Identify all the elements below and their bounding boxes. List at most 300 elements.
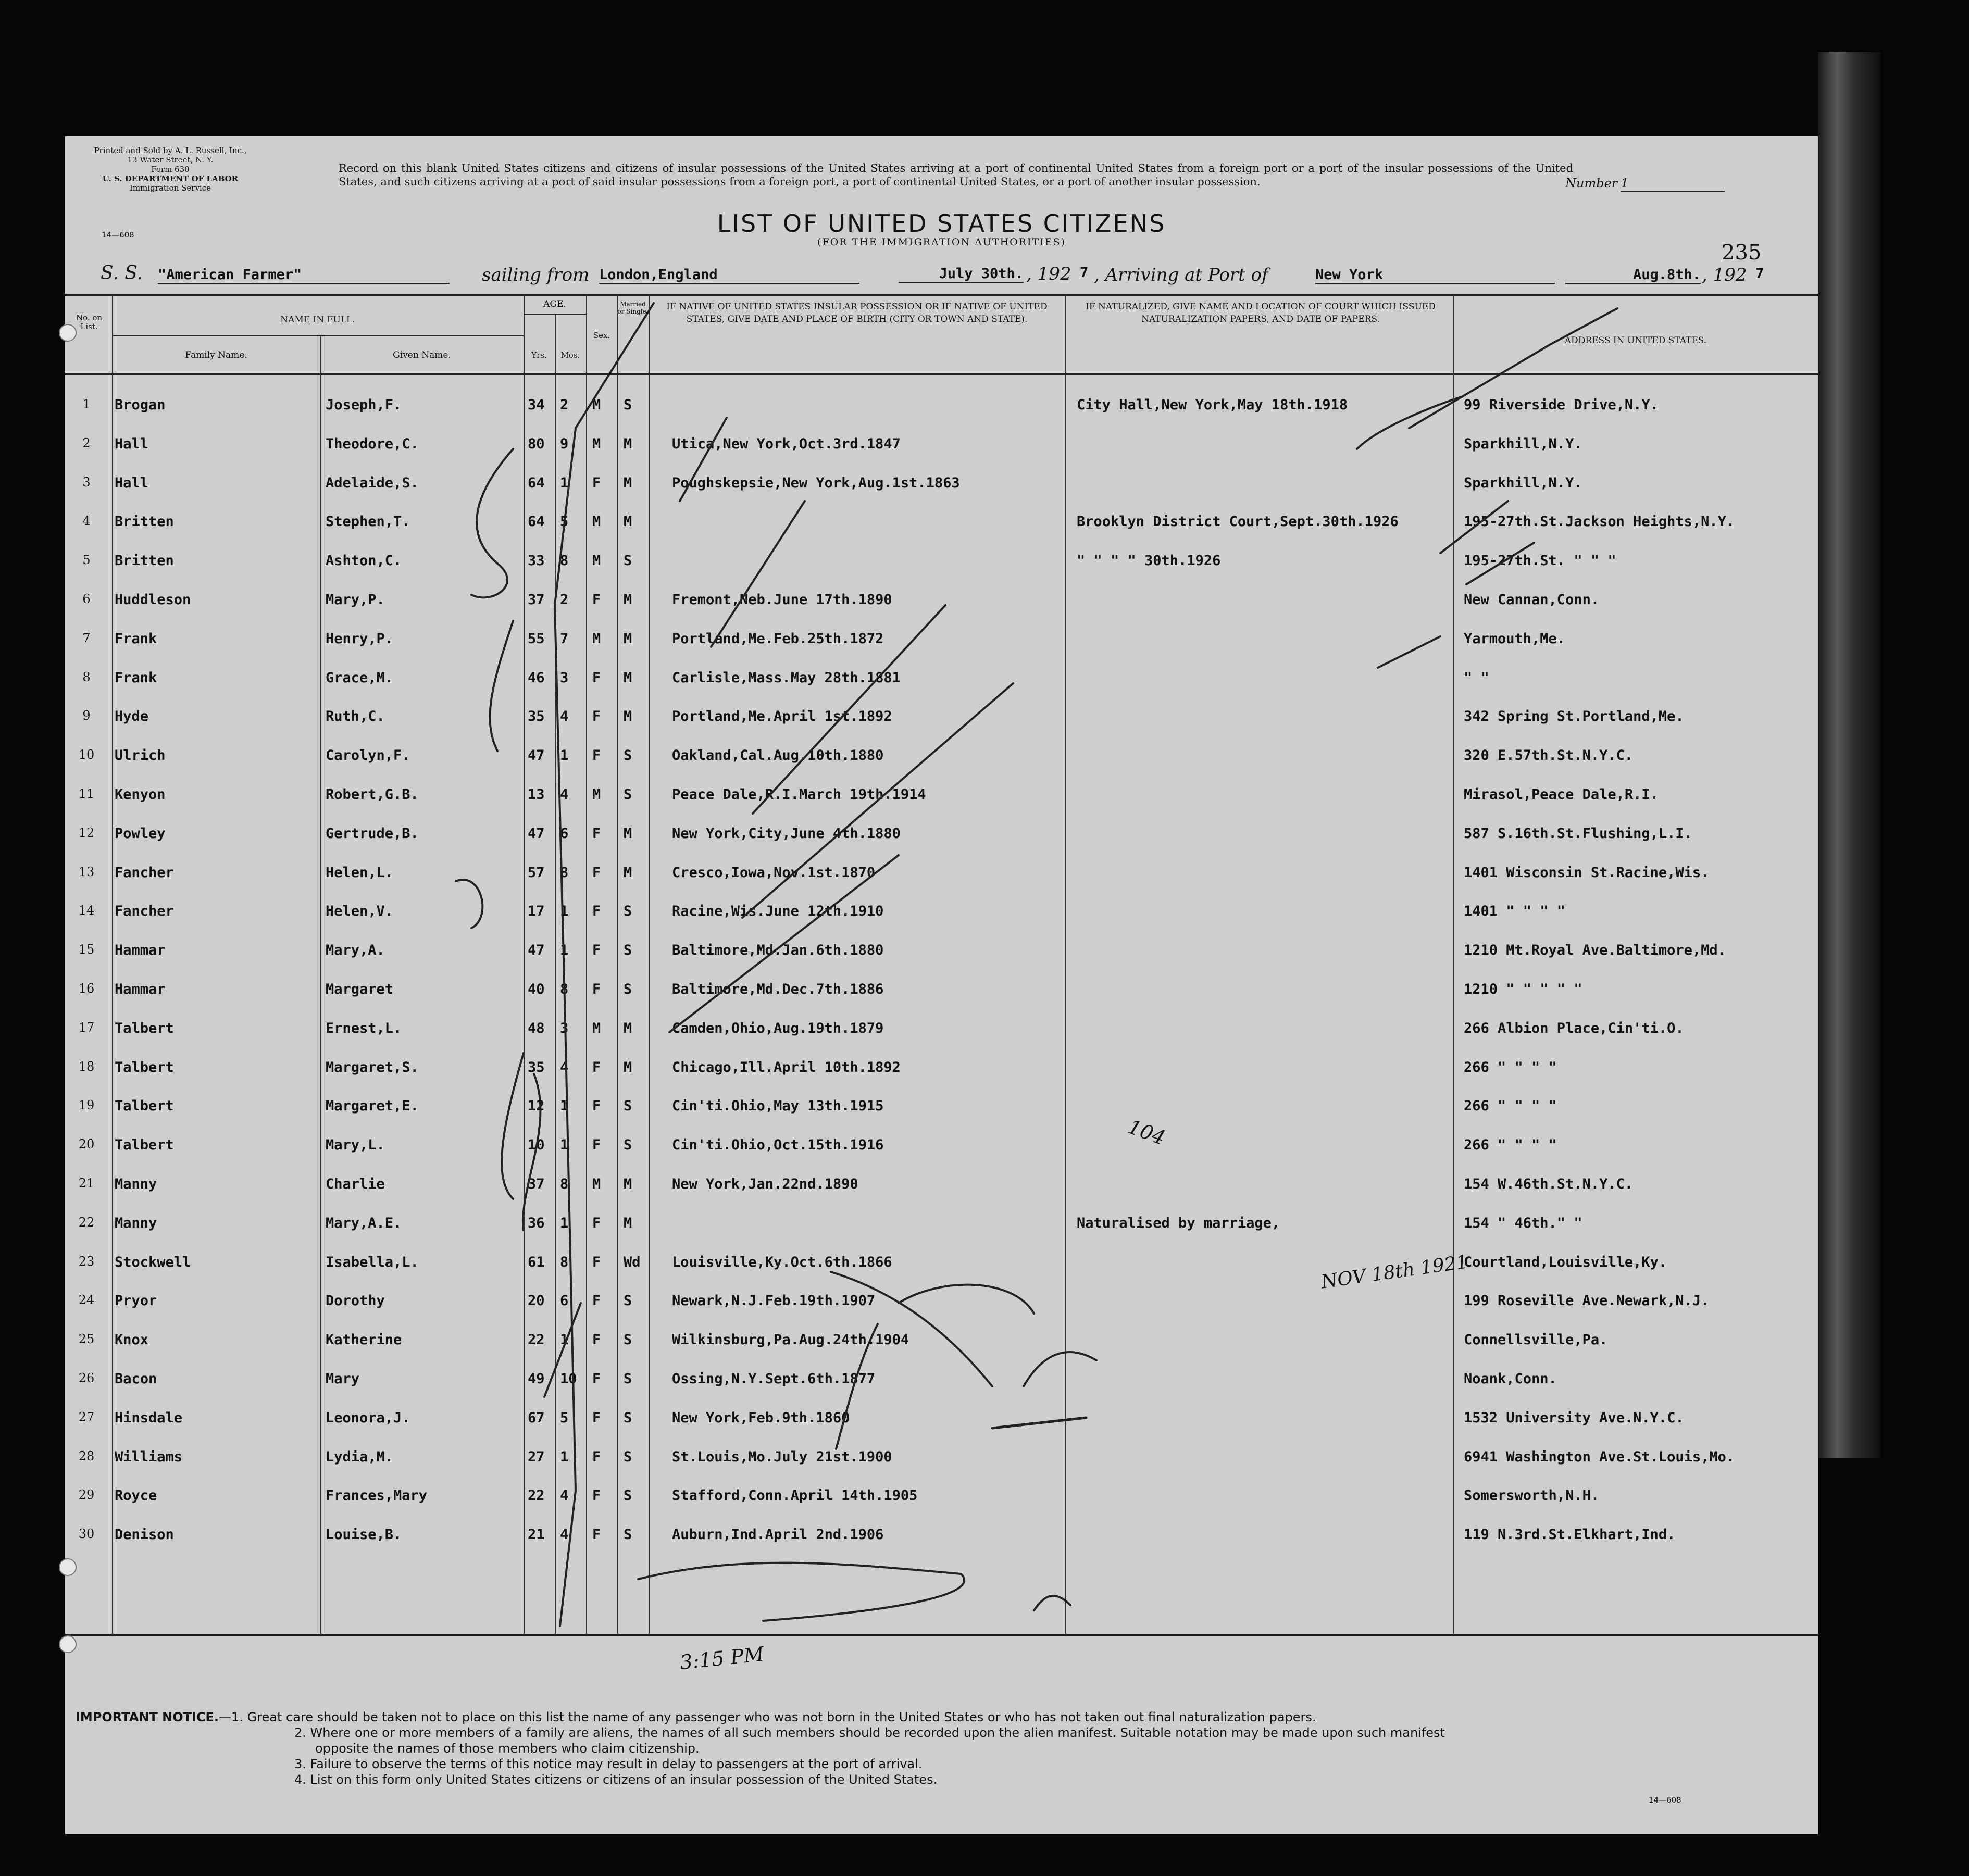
given-name: Margaret,E.	[326, 1098, 419, 1115]
marital-status: M	[624, 825, 632, 842]
sex: F	[592, 1059, 601, 1075]
family-name: Pryor	[115, 1293, 157, 1309]
footer-form-code: 14—608	[1649, 1795, 1681, 1805]
birth-place-date: Baltimore,Md.Dec.7th.1886	[672, 981, 884, 997]
row-number: 22	[78, 1215, 95, 1230]
sex: F	[592, 474, 601, 491]
sex: M	[592, 630, 601, 647]
age-months: 1	[560, 903, 569, 920]
given-name: Isabella,L.	[326, 1254, 419, 1270]
age-years: 35	[528, 1059, 545, 1075]
given-name: Dorothy	[326, 1293, 385, 1309]
row-number: 6	[82, 592, 91, 606]
address: Sparkhill,N.Y.	[1464, 474, 1582, 491]
family-name: Powley	[115, 825, 166, 842]
marital-status: S	[624, 397, 632, 413]
age-years: 21	[528, 1527, 545, 1543]
manifest-sheet	[65, 136, 1818, 1834]
sex: F	[592, 747, 601, 764]
col-name-header: NAME IN FULL.	[280, 315, 355, 325]
marital-status: M	[624, 1215, 632, 1231]
birth-place-date: Chicago,Ill.April 10th.1892	[672, 1059, 901, 1075]
family-name: Talbert	[115, 1020, 174, 1036]
age-years: 47	[528, 825, 545, 842]
age-months: 5	[560, 514, 569, 530]
family-name: Manny	[115, 1176, 157, 1192]
age-months: 6	[560, 825, 569, 842]
age-months: 10	[560, 1371, 577, 1387]
row-number: 18	[78, 1059, 95, 1074]
age-years: 33	[528, 553, 545, 569]
birth-place-date: Stafford,Conn.April 14th.1905	[672, 1487, 918, 1504]
sex: F	[592, 942, 601, 959]
handwritten-number: 104	[1125, 1115, 1168, 1150]
birth-place-date: New York,Feb.9th.1860	[672, 1409, 850, 1426]
marital-status: S	[624, 1487, 632, 1504]
marital-status: S	[624, 1332, 632, 1348]
col-given-header: Given Name.	[393, 350, 451, 360]
age-months: 4	[560, 1527, 569, 1543]
birth-place-date: Peace Dale,R.I.March 19th.1914	[672, 786, 926, 803]
ss-label: S. S.	[101, 262, 143, 284]
row-number: 5	[82, 553, 91, 568]
address: 195-27th.St.Jackson Heights,N.Y.	[1464, 514, 1735, 530]
age-months: 8	[560, 553, 569, 569]
age-years: 57	[528, 864, 545, 881]
sex: M	[592, 397, 601, 413]
given-name: Carolyn,F.	[326, 747, 410, 764]
sex: F	[592, 1332, 601, 1348]
given-name: Stephen,T.	[326, 514, 410, 530]
marital-status: S	[624, 1409, 632, 1426]
sex: F	[592, 1215, 601, 1231]
notice-item-1: —1. Great care should be taken not to place on this list the name of any passenger who was not born in the United States or who has not taken out final naturalization papers.	[219, 1710, 1316, 1724]
age-months: 8	[560, 981, 569, 997]
age-years: 67	[528, 1409, 545, 1426]
marital-status: M	[624, 592, 632, 608]
birth-place-date: New York,City,June 4th.1880	[672, 825, 901, 842]
address: 266 " " " "	[1464, 1059, 1557, 1075]
age-months: 1	[560, 1098, 569, 1115]
family-name: Williams	[115, 1448, 183, 1465]
row-number: 30	[78, 1527, 95, 1542]
age-months: 1	[560, 1215, 569, 1231]
marital-status: S	[624, 1527, 632, 1543]
row-number: 16	[78, 981, 95, 996]
marital-status: S	[624, 786, 632, 803]
scan-edge-shadow	[1818, 52, 1880, 1458]
sex: F	[592, 903, 601, 920]
number-label: Number	[1565, 176, 1618, 191]
notice-heading: IMPORTANT NOTICE.	[76, 1710, 219, 1724]
birth-place-date: Louisville,Ky.Oct.6th.1866	[672, 1254, 892, 1270]
family-name: Royce	[115, 1487, 157, 1504]
address: 154 " 46th." "	[1464, 1215, 1582, 1231]
age-months: 4	[560, 1487, 569, 1504]
given-name: Mary,A.E.	[326, 1215, 402, 1231]
row-number: 9	[82, 708, 91, 723]
notice-item-3: 3. Failure to observe the terms of this notice may result in delay to passengers at the port of arrival.	[294, 1757, 923, 1771]
naturalization: Naturalised by marriage,	[1077, 1215, 1280, 1231]
age-months: 1	[560, 942, 569, 959]
given-name: Theodore,C.	[326, 435, 419, 452]
age-months: 1	[560, 1137, 569, 1154]
given-name: Charlie	[326, 1176, 385, 1192]
arrival-date: Aug.8th.	[1565, 267, 1701, 284]
birth-place-date: Auburn,Ind.April 2nd.1906	[672, 1527, 884, 1543]
family-name: Hall	[115, 435, 149, 452]
age-years: 13	[528, 786, 545, 803]
given-name: Henry,P.	[326, 630, 394, 647]
address: Yarmouth,Me.	[1464, 630, 1566, 647]
family-name: Stockwell	[115, 1254, 191, 1270]
col-address-header: ADDRESS IN UNITED STATES.	[1564, 335, 1707, 346]
family-name: Ulrich	[115, 747, 166, 764]
marital-status: M	[624, 1059, 632, 1075]
family-name: Talbert	[115, 1059, 174, 1075]
address: 320 E.57th.St.N.Y.C.	[1464, 747, 1634, 764]
age-years: 17	[528, 903, 545, 920]
row-number: 23	[78, 1254, 95, 1269]
age-years: 48	[528, 1020, 545, 1036]
given-name: Leonora,J.	[326, 1409, 410, 1426]
address: 342 Spring St.Portland,Me.	[1464, 708, 1684, 725]
given-name: Grace,M.	[326, 669, 394, 686]
birth-place-date: Portland,Me.April 1st.1892	[672, 708, 892, 725]
address: 1210 Mt.Royal Ave.Baltimore,Md.	[1464, 942, 1726, 959]
sex: F	[592, 1254, 601, 1270]
marital-status: M	[624, 630, 632, 647]
birth-place-date: New York,Jan.22nd.1890	[672, 1176, 858, 1192]
age-years: 64	[528, 514, 545, 530]
address: Courtland,Louisville,Ky.	[1464, 1254, 1667, 1270]
age-months: 4	[560, 1059, 569, 1075]
service-name: Immigration Service	[129, 183, 211, 193]
page-title: LIST OF UNITED STATES CITIZENS	[717, 209, 1166, 237]
marital-status: S	[624, 981, 632, 997]
marital-status: M	[624, 474, 632, 491]
marital-status: M	[624, 708, 632, 725]
age-years: 37	[528, 592, 545, 608]
row-number: 13	[78, 864, 95, 879]
marital-status: S	[624, 1293, 632, 1309]
page-subtitle: (FOR THE IMMIGRATION AUTHORITIES)	[817, 236, 1066, 248]
age-years: 35	[528, 708, 545, 725]
col-yrs-header: Yrs.	[531, 351, 547, 360]
given-name: Mary,L.	[326, 1137, 385, 1154]
sex: M	[592, 514, 601, 530]
family-name: Knox	[115, 1332, 149, 1348]
marital-status: M	[624, 864, 632, 881]
important-notice	[76, 1709, 1805, 1787]
age-years: 61	[528, 1254, 545, 1270]
row-number: 11	[78, 786, 95, 801]
address: 154 W.46th.St.N.Y.C.	[1464, 1176, 1634, 1192]
age-months: 2	[560, 592, 569, 608]
address: New Cannan,Conn.	[1464, 592, 1600, 608]
sex: F	[592, 825, 601, 842]
age-years: 10	[528, 1137, 545, 1154]
birth-place-date: Poughskepsie,New York,Aug.1st.1863	[672, 474, 960, 491]
given-name: Adelaide,S.	[326, 474, 419, 491]
birth-place-date: Carlisle,Mass.May 28th.1881	[672, 669, 901, 686]
given-name: Margaret,S.	[326, 1059, 419, 1075]
age-years: 49	[528, 1371, 545, 1387]
address: 266 Albion Place,Cin'ti.O.	[1464, 1020, 1684, 1036]
address: 1532 University Ave.N.Y.C.	[1464, 1409, 1684, 1426]
birth-place-date: Utica,New York,Oct.3rd.1847	[672, 435, 901, 452]
family-name: Fancher	[115, 864, 174, 881]
sailing-from: London,England	[599, 267, 859, 284]
age-months: 4	[560, 786, 569, 803]
sex: F	[592, 1409, 601, 1426]
birth-place-date: Portland,Me.Feb.25th.1872	[672, 630, 884, 647]
age-months: 1	[560, 1332, 569, 1348]
handwritten-nov-date: NOV 18th 1921	[1319, 1251, 1469, 1293]
row-number: 26	[78, 1371, 95, 1385]
row-number: 4	[82, 514, 91, 529]
given-name: Joseph,F.	[326, 397, 402, 413]
birth-place-date: Baltimore,Md.Jan.6th.1880	[672, 942, 884, 959]
arrival-port: New York	[1315, 267, 1555, 284]
sex: F	[592, 1527, 601, 1543]
age-months: 4	[560, 708, 569, 725]
address: 1210 " " " " "	[1464, 981, 1582, 997]
given-name: Ashton,C.	[326, 553, 402, 569]
family-name: Manny	[115, 1215, 157, 1231]
age-years: 55	[528, 630, 545, 647]
family-name: Britten	[115, 553, 174, 569]
page-number: 235	[1722, 241, 1762, 265]
col-mos-header: Mos.	[560, 351, 580, 360]
notice-item-4: 4. List on this form only United States citizens or citizens of an insular possession of the United States.	[294, 1772, 938, 1787]
age-years: 12	[528, 1098, 545, 1115]
row-number: 8	[82, 669, 91, 684]
address: 199 Roseville Ave.Newark,N.J.	[1464, 1293, 1710, 1309]
sex: F	[592, 1293, 601, 1309]
notice-item-2: 2. Where one or more members of a family are aliens, the names of all such members should be recorded upon the alien manifest. Suitable notation may be made upon such manifest	[294, 1725, 1445, 1740]
address: Mirasol,Peace Dale,R.I.	[1464, 786, 1659, 803]
col-no-header: No. on List.	[76, 313, 103, 331]
marital-status: S	[624, 903, 632, 920]
sex: F	[592, 669, 601, 686]
marital-status: S	[624, 1137, 632, 1154]
handwritten-checkmarks	[65, 136, 1818, 1834]
sex: F	[592, 864, 601, 881]
age-years: 22	[528, 1487, 545, 1504]
sail-year-digit: 7	[1080, 265, 1089, 281]
birth-place-date: Cin'ti.Ohio,Oct.15th.1916	[672, 1137, 884, 1154]
marital-status: M	[624, 1176, 632, 1192]
age-months: 2	[560, 397, 569, 413]
family-name: Huddleson	[115, 592, 191, 608]
marital-status: S	[624, 1098, 632, 1115]
given-name: Ernest,L.	[326, 1020, 402, 1036]
birth-place-date: Fremont,Neb.June 17th.1890	[672, 592, 892, 608]
notice-item-2-cont: opposite the names of those members who claim citizenship.	[315, 1741, 700, 1756]
sail-year-prefix: , 192	[1026, 264, 1071, 284]
age-months: 8	[560, 1176, 569, 1192]
row-number: 14	[78, 903, 95, 918]
row-number: 17	[78, 1020, 95, 1035]
given-name: Gertrude,B.	[326, 825, 419, 842]
handwritten-time: 3:15 PM	[679, 1642, 765, 1674]
row-number: 24	[78, 1293, 95, 1308]
row-number: 12	[78, 825, 95, 840]
row-number: 3	[82, 474, 91, 490]
birth-place-date: Cin'ti.Ohio,May 13th.1915	[672, 1098, 884, 1115]
sex: M	[592, 1020, 601, 1036]
arrival-year-prefix: , 192	[1702, 265, 1747, 285]
address: Somersworth,N.H.	[1464, 1487, 1600, 1504]
marital-status: Wd	[624, 1254, 641, 1270]
age-years: 46	[528, 669, 545, 686]
family-name: Bacon	[115, 1371, 157, 1387]
birth-place-date: Wilkinsburg,Pa.Aug.24th.1904	[672, 1332, 909, 1348]
family-name: Hyde	[115, 708, 149, 725]
age-months: 1	[560, 747, 569, 764]
marital-status: S	[624, 1448, 632, 1465]
family-name: Fancher	[115, 903, 174, 920]
instruction-text: Record on this blank United States citizens and citizens of insular possessions of the United States arriving at a port of continental United States from a foreign port or a port of the insular possessions of the United States, and such citizens arriving at a port of said insular possessions from a foreign port, a port of continental United States, or a port of another insular possession.	[339, 162, 1573, 188]
family-name: Frank	[115, 669, 157, 686]
row-number: 29	[78, 1487, 95, 1503]
age-years: 40	[528, 981, 545, 997]
family-name: Kenyon	[115, 786, 166, 803]
row-number: 21	[78, 1176, 95, 1191]
department-name: U. S. DEPARTMENT OF LABOR	[102, 174, 239, 183]
given-name: Katherine	[326, 1332, 402, 1348]
age-years: 47	[528, 942, 545, 959]
age-years: 20	[528, 1293, 545, 1309]
address: 195-27th.St. " " "	[1464, 553, 1616, 569]
col-naturalization-header: IF NATURALIZED, GIVE NAME AND LOCATION OF COURT WHICH ISSUED NATURALIZATION PAPERS, AND DATE OF PAPERS.	[1086, 302, 1436, 324]
row-number: 25	[78, 1332, 95, 1347]
marital-status: S	[624, 942, 632, 959]
marital-status: M	[624, 435, 632, 452]
marital-status: S	[624, 1371, 632, 1387]
marital-status: M	[624, 1020, 632, 1036]
age-months: 7	[560, 630, 569, 647]
naturalization: Brooklyn District Court,Sept.30th.1926	[1077, 514, 1399, 530]
family-name: Talbert	[115, 1098, 174, 1115]
age-years: 22	[528, 1332, 545, 1348]
given-name: Margaret	[326, 981, 394, 997]
col-family-header: Family Name.	[185, 350, 247, 360]
age-months: 5	[560, 1409, 569, 1426]
given-name: Mary,P.	[326, 592, 385, 608]
given-name: Robert,G.B.	[326, 786, 419, 803]
row-number: 15	[78, 942, 95, 957]
address: 1401 Wisconsin St.Racine,Wis.	[1464, 864, 1710, 881]
given-name: Mary,A.	[326, 942, 385, 959]
given-name: Helen,V.	[326, 903, 394, 920]
birth-place-date: Racine,Wis.June 12th.1910	[672, 903, 884, 920]
sex: F	[592, 1448, 601, 1465]
address: 1401 " " " "	[1464, 903, 1566, 920]
family-name: Hinsdale	[115, 1409, 183, 1426]
form-code: 14—608	[102, 230, 134, 240]
col-sex-header: Sex.	[593, 331, 610, 340]
family-name: Hall	[115, 474, 149, 491]
address: 266 " " " "	[1464, 1098, 1557, 1115]
sail-date: July 30th.	[899, 266, 1024, 283]
address: 6941 Washington Ave.St.Louis,Mo.	[1464, 1448, 1735, 1465]
address: Sparkhill,N.Y.	[1464, 435, 1582, 452]
birth-place-date: Oakland,Cal.Aug.10th.1880	[672, 747, 884, 764]
age-years: 47	[528, 747, 545, 764]
address: 587 S.16th.St.Flushing,L.I.	[1464, 825, 1692, 842]
age-months: 1	[560, 474, 569, 491]
arrival-year-digit: 7	[1755, 266, 1764, 282]
age-months: 8	[560, 864, 569, 881]
age-months: 3	[560, 1020, 569, 1036]
age-years: 80	[528, 435, 545, 452]
arriving-label: , Arriving at Port of	[1094, 265, 1268, 285]
col-age-header: AGE.	[543, 299, 566, 309]
sex: F	[592, 1137, 601, 1154]
family-name: Frank	[115, 630, 157, 647]
given-name: Ruth,C.	[326, 708, 385, 725]
age-years: 36	[528, 1215, 545, 1231]
marital-status: S	[624, 553, 632, 569]
age-years: 37	[528, 1176, 545, 1192]
sex: F	[592, 1098, 601, 1115]
given-name: Frances,Mary	[326, 1487, 428, 1504]
birth-place-date: Camden,Ohio,Aug.19th.1879	[672, 1020, 884, 1036]
birth-place-date: Ossing,N.Y.Sept.6th.1877	[672, 1371, 876, 1387]
given-name: Mary	[326, 1371, 360, 1387]
naturalization: " " " " 30th.1926	[1077, 553, 1221, 569]
family-name: Hammar	[115, 942, 166, 959]
given-name: Helen,L.	[326, 864, 394, 881]
sailing-label: sailing from	[482, 265, 590, 285]
printer-line-1: Printed and Sold by A. L. Russell, Inc.,	[94, 146, 247, 155]
age-years: 64	[528, 474, 545, 491]
age-years: 34	[528, 397, 545, 413]
row-number: 20	[78, 1137, 95, 1152]
sex: F	[592, 1487, 601, 1504]
sex: F	[592, 592, 601, 608]
sex: M	[592, 1176, 601, 1192]
marital-status: S	[624, 747, 632, 764]
row-number: 1	[82, 397, 91, 411]
family-name: Denison	[115, 1527, 174, 1543]
age-months: 8	[560, 1254, 569, 1270]
row-number: 10	[78, 747, 95, 762]
given-name: Lydia,M.	[326, 1448, 394, 1465]
sex: F	[592, 1371, 601, 1387]
sex: M	[592, 786, 601, 803]
sex: M	[592, 435, 601, 452]
col-birth-header: IF NATIVE OF UNITED STATES INSULAR POSSESSION OR IF NATIVE OF UNITED STATES, GIVE DATE AND PLACE OF BIRTH (CITY OR TOWN AND STATE).	[666, 302, 1048, 324]
sex: F	[592, 708, 601, 725]
age-months: 3	[560, 669, 569, 686]
age-years: 27	[528, 1448, 545, 1465]
row-number: 19	[78, 1098, 95, 1113]
address: 266 " " " "	[1464, 1137, 1557, 1154]
naturalization: City Hall,New York,May 18th.1918	[1077, 397, 1348, 413]
family-name: Hammar	[115, 981, 166, 997]
sex: M	[592, 553, 601, 569]
number-value: 1	[1621, 176, 1725, 192]
given-name: Louise,B.	[326, 1527, 402, 1543]
address: Noank,Conn.	[1464, 1371, 1557, 1387]
row-number: 2	[82, 435, 91, 451]
marital-status: M	[624, 669, 632, 686]
birth-place-date: Cresco,Iowa,Nov.1st.1870	[672, 864, 876, 881]
marital-status: M	[624, 514, 632, 530]
